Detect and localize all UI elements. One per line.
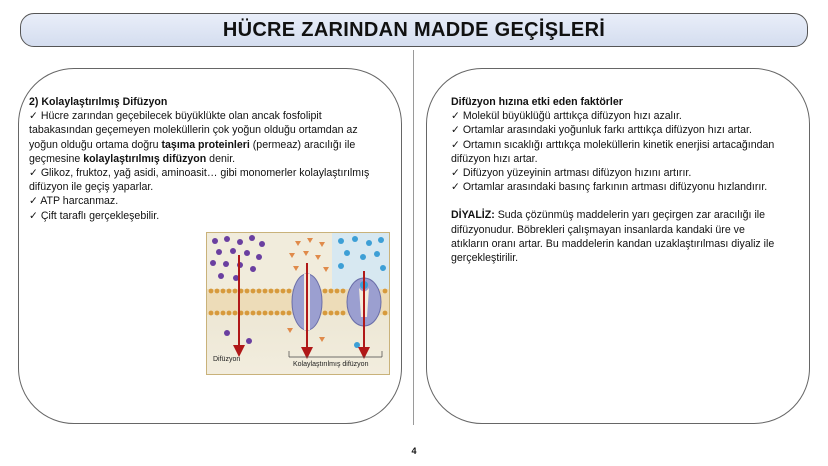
diffusion-figure [206, 232, 390, 375]
title-banner [20, 13, 808, 47]
figure-label-diffusion: Difüzyon [213, 356, 241, 363]
bold-term-facilitated-diffusion: kolaylaştırılmış difüzyon [83, 152, 207, 165]
dialysis-paragraph [451, 208, 785, 265]
bold-term-transport-proteins: taşıma proteinleri [161, 138, 250, 151]
figure-label-facilitated-diffusion: Kolaylaştırılmış difüzyon [293, 361, 369, 368]
factor-item: ✓ Difüzyon yüzeyinin artması difüzyon hızını artırır. [451, 167, 692, 180]
left-paragraph-2: ✓ Glikoz, fruktoz, yağ asidi, aminoasit… gibi monomerler kolaylaştırılmış difüzyon ile geçiş yaparlar. [29, 167, 370, 194]
left-paragraph-4: ✓ Çift taraflı gerçekleşebilir. [29, 209, 160, 222]
spacer [451, 194, 785, 208]
dialysis-label: DİYALİZ: [451, 209, 495, 222]
factor-item: ✓ Molekül büyüklüğü arttıkça difüzyon hızı azalır. [451, 110, 682, 123]
left-paragraph-1: ✓ Hücre zarından geçebilecek büyüklükte olan ancak fosfolipit tabakasından geçemeyen moleküllerin çok yoğun olduğu ortamdan az yoğun olduğu ortama doğru taşıma proteinleri (permeaz) aracılığı ile geçmesine kolaylaştırılmış difüzyon denir. [29, 110, 358, 165]
factor-item: ✓ Ortamlar arasındaki yoğunluk farkı arttıkça difüzyon hızı artar. [451, 124, 752, 137]
left-heading: 2) Kolaylaştırılmış Difüzyon [29, 96, 168, 108]
right-heading: Difüzyon hızına etki eden faktörler [451, 96, 623, 108]
left-panel [18, 68, 402, 424]
center-divider [413, 50, 414, 425]
factor-item: ✓ Ortamın sıcaklığı arttıkça moleküllerin kinetik enerjisi artacağından difüzyon hızı artar. [451, 138, 775, 165]
page-number: 4 [411, 446, 417, 456]
dialysis-text: Suda çözünmüş maddelerin yarı geçirgen zar aracılığı ile difüzyonudur. Böbrekleri çalışmayan insanlarda kandaki üre ve atıkların oranı artar. Bu maddelerin kandan uzaklaştırılması diyaliz ile gerçekleştirilir. [451, 209, 775, 265]
left-paragraph-3: ✓ ATP harcanmaz. [29, 195, 119, 208]
left-text [29, 95, 381, 223]
factor-item: ✓ Ortamlar arasındaki basınç farkının artması difüzyonu hızlandırır. [451, 181, 768, 194]
right-panel [426, 68, 810, 424]
right-text [451, 95, 785, 265]
page-title: HÜCRE ZARINDAN MADDE GEÇİŞLERİ [222, 18, 606, 41]
